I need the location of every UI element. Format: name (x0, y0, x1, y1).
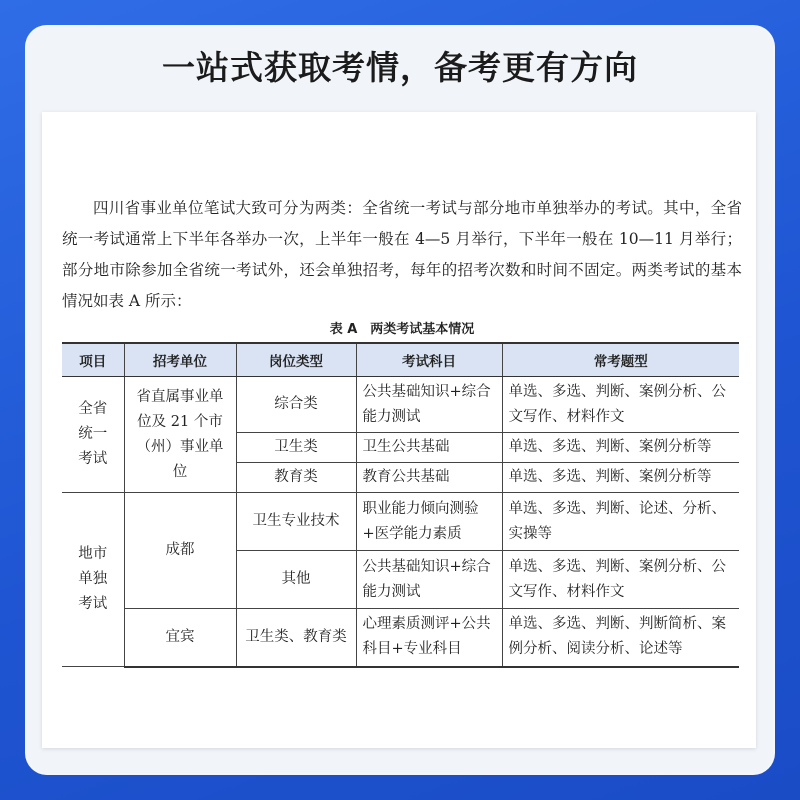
types-cell: 单选、多选、判断、案例分析等 (502, 433, 739, 463)
header-question-types: 常考题型 (502, 343, 739, 377)
table-header-row (62, 343, 739, 377)
exam-info-table (62, 342, 739, 668)
table-row (62, 377, 739, 433)
unit-cell: 省直属事业单位及 21 个市（州）事业单位 (124, 377, 236, 493)
header-unit: 招考单位 (124, 343, 236, 377)
post-cell: 卫生类、教育类 (236, 609, 356, 667)
subject-cell: 公共基础知识+综合能力测试 (356, 551, 502, 609)
subject-cell: 卫生公共基础 (356, 433, 502, 463)
header-post-type: 岗位类型 (236, 343, 356, 377)
types-cell: 单选、多选、判断、案例分析等 (502, 463, 739, 493)
project-cell: 全省统一考试 (62, 377, 124, 493)
types-cell: 单选、多选、判断、案例分析、公文写作、材料作文 (502, 551, 739, 609)
intro-paragraph: 四川省事业单位笔试大致可分为两类：全省统一考试与部分地市单独举办的考试。其中，全省统一考试通常上下半年各举办一次，上半年一般在 4—5 月举行，下半年一般在 10—11 月举行；部分地市除参加全省统一考试外，还会单独招考，每年的招考次数和时间不固定。两类考试的基本情况如表 A 所示： (62, 199, 742, 310)
post-cell: 综合类 (236, 377, 356, 433)
header-project: 项目 (62, 343, 124, 377)
subject-cell: 教育公共基础 (356, 463, 502, 493)
unit-cell: 成都 (124, 493, 236, 609)
unit-cell: 宜宾 (124, 609, 236, 667)
subject-cell: 职业能力倾向测验+医学能力素质 (356, 493, 502, 551)
table-caption: 表 A 两类考试基本情况 (329, 322, 475, 337)
types-cell: 单选、多选、判断、论述、分析、实操等 (502, 493, 739, 551)
subject-cell: 公共基础知识+综合能力测试 (356, 377, 502, 433)
post-cell: 卫生专业技术 (236, 493, 356, 551)
table-row (62, 609, 739, 667)
post-cell: 其他 (236, 551, 356, 609)
promo-headline: 一站式获取考情，备考更有方向 (162, 48, 638, 87)
post-cell: 卫生类 (236, 433, 356, 463)
post-cell: 教育类 (236, 463, 356, 493)
header-subject: 考试科目 (356, 343, 502, 377)
types-cell: 单选、多选、判断、案例分析、公文写作、材料作文 (502, 377, 739, 433)
types-cell: 单选、多选、判断、判断简析、案例分析、阅读分析、论述等 (502, 609, 739, 667)
table-row (62, 493, 739, 551)
subject-cell: 心理素质测评+公共科目+专业科目 (356, 609, 502, 667)
project-cell: 地市单独考试 (62, 493, 124, 667)
